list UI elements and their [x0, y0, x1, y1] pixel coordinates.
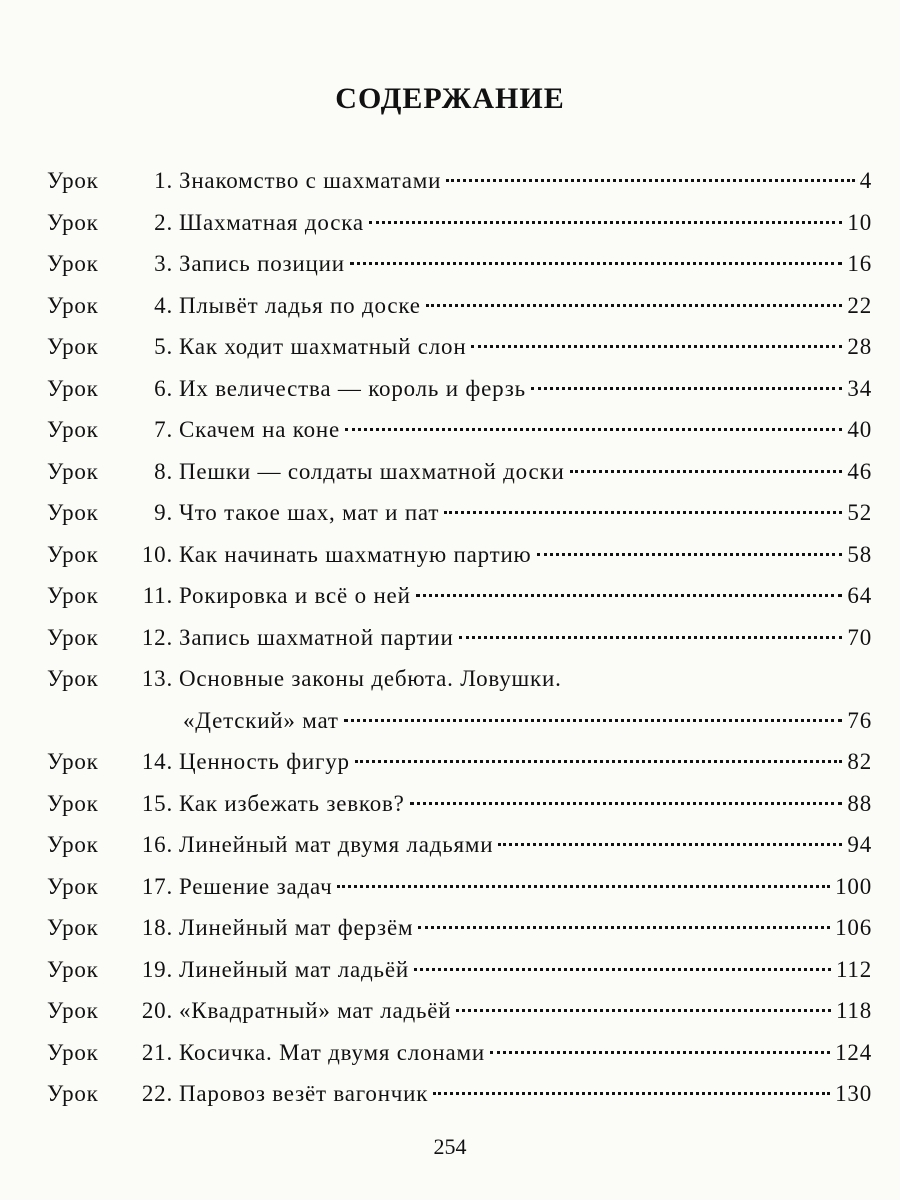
lesson-word: Урок	[47, 458, 99, 484]
lesson-number: 5.	[154, 334, 173, 359]
lesson-title: Как избежать зевков?	[179, 790, 405, 816]
lesson-number: 10.	[141, 541, 173, 567]
lesson-word: Урок	[47, 334, 99, 359]
lesson-title: Пешки — солдаты шахматной доски	[179, 458, 565, 484]
toc-entry	[47, 376, 872, 418]
lesson-title-continuation: «Детский» мат	[183, 707, 339, 733]
page-reference: 76	[847, 707, 872, 733]
lesson-word: Урок	[47, 666, 99, 691]
toc-entry	[47, 168, 872, 210]
dot-leader	[498, 843, 842, 846]
dot-leader	[337, 885, 830, 888]
dot-leader	[344, 719, 843, 722]
dot-leader	[410, 802, 843, 805]
lesson-number: 4.	[154, 292, 173, 318]
lesson-title: Рокировка и всё о ней	[179, 583, 411, 608]
toc-entry	[47, 749, 872, 791]
lesson-title: Линейный мат ферзём	[179, 915, 414, 940]
lesson-title: Паровоз везёт вагончик	[179, 1081, 429, 1106]
lesson-title: Линейный мат двумя ладьями	[179, 832, 494, 857]
toc-entry	[47, 542, 872, 584]
lesson-title: Как ходит шахматный слон	[179, 334, 467, 359]
toc-entry	[47, 583, 872, 625]
dot-leader	[570, 470, 843, 473]
page-reference: 88	[847, 790, 872, 816]
toc-entry	[47, 957, 872, 999]
toc-entry	[47, 791, 872, 833]
page-reference: 52	[847, 500, 872, 525]
lesson-number: 2.	[154, 209, 173, 235]
toc-entry	[47, 1081, 872, 1123]
lesson-number: 1.	[154, 168, 173, 193]
lesson-word: Урок	[47, 168, 99, 193]
toc-entry	[47, 666, 872, 749]
lesson-word: Урок	[47, 873, 99, 899]
dot-leader	[350, 262, 843, 265]
lesson-number: 16.	[141, 832, 173, 857]
toc-entry-first-line	[47, 666, 872, 708]
lesson-word: Урок	[47, 209, 99, 235]
dot-leader	[444, 511, 842, 514]
page-reference: 106	[835, 915, 872, 940]
dot-leader	[471, 345, 842, 348]
toc-entry-second-line	[47, 708, 872, 750]
lesson-title: Шахматная доска	[179, 209, 364, 235]
lesson-word: Урок	[47, 1081, 99, 1106]
lesson-title: Как начинать шахматную партию	[179, 541, 532, 567]
page-reference: 124	[835, 1039, 872, 1065]
page-reference: 46	[847, 458, 872, 484]
lesson-number: 7.	[154, 417, 173, 442]
table-of-contents	[47, 168, 872, 1123]
page-reference: 16	[847, 251, 872, 276]
lesson-word: Урок	[47, 541, 99, 567]
lesson-word: Урок	[47, 832, 99, 857]
lesson-word: Урок	[47, 790, 99, 816]
dot-leader	[355, 760, 843, 763]
lesson-number: 19.	[141, 956, 173, 982]
lesson-word: Урок	[47, 500, 99, 525]
lesson-word: Урок	[47, 1039, 99, 1065]
page-reference: 34	[847, 375, 872, 401]
lesson-number: 21.	[141, 1039, 173, 1065]
dot-leader	[459, 636, 843, 639]
lesson-number: 14.	[141, 749, 173, 774]
toc-entry	[47, 874, 872, 916]
dot-leader	[414, 968, 831, 971]
lesson-word: Урок	[47, 375, 99, 401]
page-reference: 70	[847, 624, 872, 650]
lesson-title: Ценность фигур	[179, 749, 350, 774]
page-reference: 4	[859, 168, 872, 193]
dot-leader	[531, 387, 842, 390]
page-reference: 64	[847, 583, 872, 608]
dot-leader	[433, 1092, 830, 1095]
lesson-title: Линейный мат ладьёй	[179, 956, 409, 982]
page-reference: 58	[847, 541, 872, 567]
dot-leader	[426, 304, 843, 307]
dot-leader	[446, 179, 854, 182]
lesson-number: 15.	[141, 790, 173, 816]
toc-entry	[47, 998, 872, 1040]
dot-leader	[416, 594, 843, 597]
lesson-title: Решение задач	[179, 873, 333, 899]
lesson-word: Урок	[47, 749, 99, 774]
page-reference: 118	[835, 998, 872, 1023]
page-reference: 100	[835, 873, 872, 899]
lesson-number: 18.	[141, 915, 173, 940]
lesson-word: Урок	[47, 292, 99, 318]
lesson-word: Урок	[47, 583, 99, 608]
toc-entry	[47, 625, 872, 667]
dot-leader	[345, 428, 842, 431]
toc-entry	[47, 293, 872, 335]
lesson-word: Урок	[47, 956, 99, 982]
lesson-number: 8.	[154, 458, 173, 484]
toc-entry	[47, 500, 872, 542]
page-reference: 10	[847, 209, 872, 235]
page-title: СОДЕРЖАНИЕ	[335, 82, 565, 115]
page-reference: 112	[835, 956, 872, 982]
toc-entry	[47, 915, 872, 957]
lesson-number: 20.	[141, 998, 173, 1023]
toc-entry	[47, 251, 872, 293]
lesson-title: «Квадратный» мат ладьёй	[179, 998, 452, 1023]
toc-entry	[47, 334, 872, 376]
dot-leader	[490, 1051, 830, 1054]
dot-leader	[418, 926, 830, 929]
page-reference: 28	[847, 334, 872, 359]
lesson-title: Плывёт ладья по доске	[179, 292, 421, 318]
lesson-number: 22.	[141, 1081, 173, 1106]
lesson-word: Урок	[47, 417, 99, 442]
toc-entry	[47, 832, 872, 874]
lesson-number: 3.	[154, 251, 173, 276]
page-number: 254	[433, 1134, 467, 1159]
lesson-word: Урок	[47, 998, 99, 1023]
lesson-number: 6.	[154, 375, 173, 401]
lesson-title: Косичка. Мат двумя слонами	[179, 1039, 485, 1065]
toc-entry	[47, 417, 872, 459]
lesson-number: 9.	[154, 500, 173, 525]
lesson-word: Урок	[47, 251, 99, 276]
page-reference: 130	[835, 1081, 872, 1106]
toc-entry	[47, 459, 872, 501]
toc-entry	[47, 210, 872, 252]
lesson-title: Основные законы дебюта. Ловушки.	[179, 666, 562, 691]
dot-leader	[369, 221, 843, 224]
page-reference: 40	[847, 417, 872, 442]
lesson-title: Их величества — король и ферзь	[179, 375, 526, 401]
lesson-title: Знакомство с шахматами	[179, 168, 442, 193]
lesson-title: Что такое шах, мат и пат	[179, 500, 440, 525]
lesson-number: 17.	[141, 873, 173, 899]
lesson-title: Запись позиции	[179, 251, 345, 276]
lesson-title: Запись шахматной партии	[179, 624, 454, 650]
lesson-number: 13.	[141, 666, 173, 691]
lesson-word: Урок	[47, 624, 99, 650]
page-reference: 94	[847, 832, 872, 857]
lesson-title: Скачем на коне	[179, 417, 341, 442]
lesson-number: 11.	[142, 583, 173, 608]
dot-leader	[456, 1009, 831, 1012]
dot-leader	[537, 553, 843, 556]
page-reference: 82	[847, 749, 872, 774]
lesson-word: Урок	[47, 915, 99, 940]
toc-entry	[47, 1040, 872, 1082]
page-reference: 22	[847, 292, 872, 318]
lesson-number: 12.	[141, 624, 173, 650]
